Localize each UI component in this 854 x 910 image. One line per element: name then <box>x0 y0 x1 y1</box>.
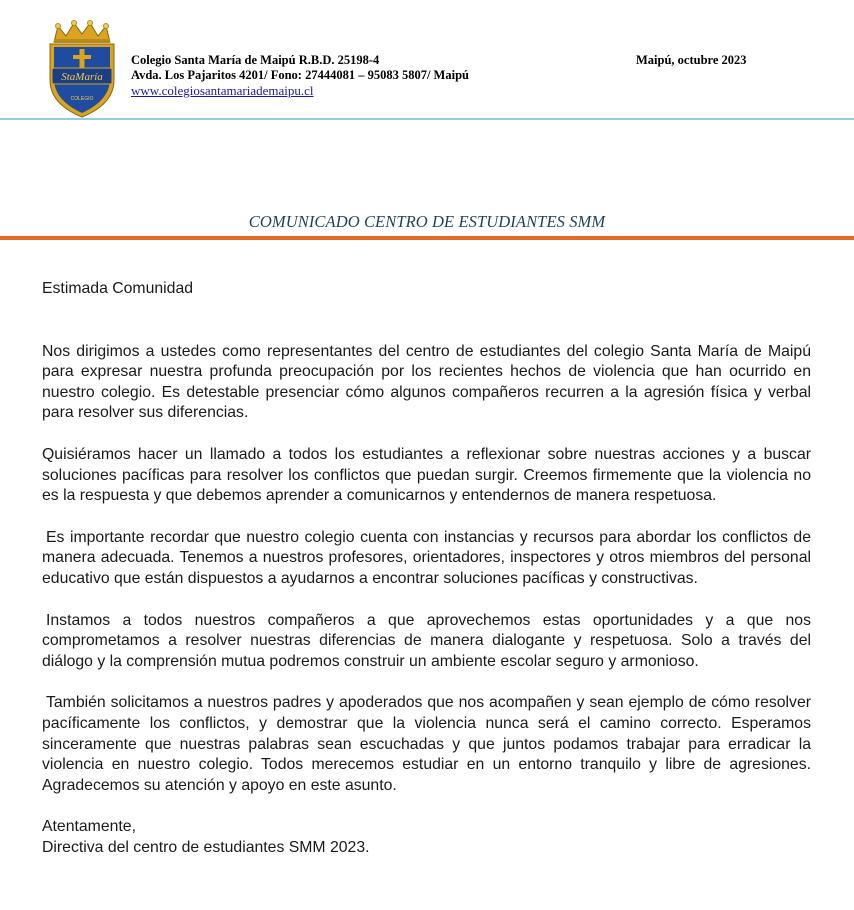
logo-subtext: COLEGIO <box>70 96 94 102</box>
crown-icon <box>54 20 110 43</box>
document-title: COMUNICADO CENTRO DE ESTUDIANTES SMM <box>248 212 606 231</box>
greeting: Estimada Comunidad <box>42 280 194 297</box>
school-name-line: Colegio Santa María de Maipú R.B.D. 25198-4 <box>131 53 380 67</box>
header-divider <box>0 118 854 120</box>
website-link[interactable]: www.colegiosantamariademaipu.cl <box>131 83 314 98</box>
title-divider <box>0 236 854 240</box>
paragraph-2: Quisiéramos hacer un llamado a todos los estudiantes a reflexionar sobre nuestras acciones y a buscar soluciones pacíficas para resolver los conflictos que puedan surgir. Creemos firmemente que la violencia no es la respuesta y que debemos aprender a comunicarnos y entendernos de manera respetuosa. <box>42 445 811 505</box>
letter-body <box>42 279 811 858</box>
paragraph-5: También solicitamos a nuestros padres y apoderados que nos acompañen y sean ejemplo de cómo resolver pacíficamente los conflictos, y demostrar que la violencia nunca será el camino correcto. Esperamos sinceramente que nuestras palabras sean escuchadas y que juntos podamos trabajar para erradicar la violencia en nuestro colegio. Todos merecemos estudiar en un entorno tranquilo y libre de agresiones. Agradecemos su atención y apoyo en este asunto. <box>42 694 811 794</box>
closing: Atentamente, <box>42 818 136 836</box>
paragraph-3: Es importante recordar que nuestro colegio cuenta con instancias y recursos para abordar los conflictos de manera adecuada. Tenemos a nuestros profesores, orientadores, inspectores y otros miembros del personal educativo que están dispuestos a ayudarnos a encontrar soluciones pacíficas y constructivas. <box>42 528 811 587</box>
paragraph-1: Nos dirigimos a ustedes como representantes del centro de estudiantes del colegio Santa María de Maipú para expresar nuestra profunda preocupación por los recientes hechos de violencia que han ocurrido en nuestro colegio. Es detestable presenciar cómo algunos compañeros recurren a la agresión física y verbal para resolver sus diferencias. <box>42 342 811 422</box>
address-line: Avda. Los Pajaritos 4201/ Fono: 27444081 – 95083 5807/ Maipú <box>131 68 469 82</box>
school-crest-logo <box>44 18 120 120</box>
document-date: Maipú, octubre 2023 <box>636 53 747 67</box>
signature: Directiva del centro de estudiantes SMM 2023. <box>42 838 370 856</box>
school-info <box>131 53 469 98</box>
logo-text: StaMaría <box>61 71 103 83</box>
paragraph-4: Instamos a todos nuestros compañeros a que aprovechemos estas oportunidades y a que nos comprometamos a resolver nuestras diferencias de manera dialogante y respetuosa. Solo a través del diálogo y la comprensión mutua podremos construir un ambiente escolar seguro y armonioso. <box>42 611 811 670</box>
